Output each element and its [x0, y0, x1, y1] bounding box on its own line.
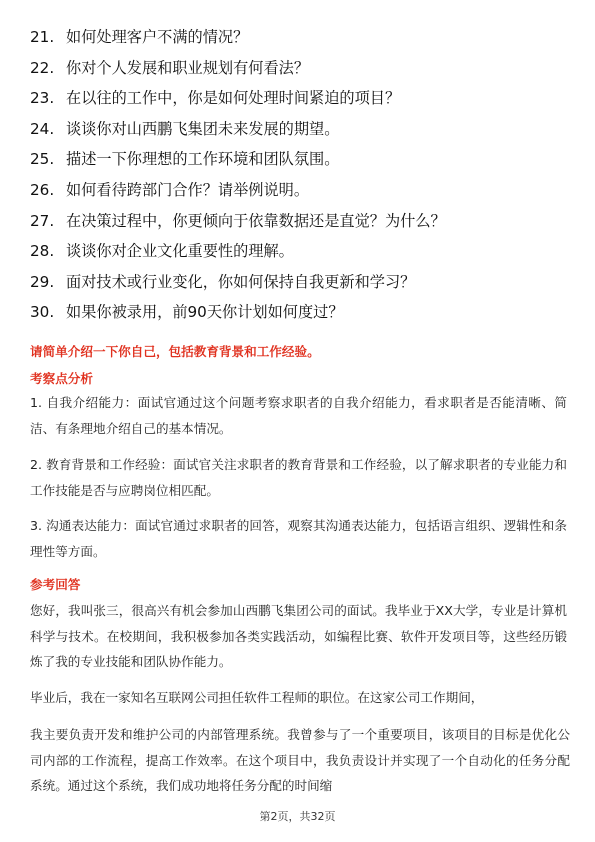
list-item — [30, 114, 570, 145]
question-text: 在以往的工作中，你是如何处理时间紧迫的项目？ — [66, 89, 401, 108]
list-item — [30, 236, 570, 267]
answer-paragraph: 毕业后，我在一家知名互联网公司担任软件工程师的职位。在这家公司工作期间， — [30, 690, 484, 705]
list-item — [30, 267, 570, 298]
question-number: 27. — [30, 211, 55, 230]
answer-heading: 参考回答 — [30, 577, 81, 592]
analysis-heading: 考察点分析 — [30, 371, 93, 386]
question-text: 如何看待跨部门合作？请举例说明。 — [66, 180, 309, 199]
list-item — [30, 53, 570, 84]
question-text: 面对技术或行业变化，你如何保持自我更新和学习？ — [66, 272, 416, 291]
question-text: 描述一下你理想的工作环境和团队氛围。 — [66, 150, 340, 169]
question-text: 如果你被录用，前90天你计划如何度过？ — [66, 303, 344, 322]
question-number: 25. — [30, 150, 55, 169]
question-number: 29. — [30, 272, 55, 291]
analysis-point: 1. 自我介绍能力：面试官通过这个问题考察求职者的自我介绍能力，看求职者是否能清晰、简洁、有条理地介绍自己的基本情况。 — [30, 395, 567, 436]
question-number: 26. — [30, 180, 55, 199]
list-item — [30, 144, 570, 175]
main-question-title: 请简单介绍一下你自己，包括教育背景和工作经验。 — [30, 344, 320, 359]
answer-paragraph: 我主要负责开发和维护公司的内部管理系统。我曾参与了一个重要项目，该项目的目标是优化公司内部的工作流程，提高工作效率。在这个项目中，我负责设计并实现了一个自动化的任务分配系统。通过这个系统，我们成功地将任务分配的时间缩 — [30, 727, 570, 793]
list-item — [30, 175, 570, 206]
question-list — [30, 22, 570, 328]
list-item — [30, 206, 570, 237]
question-text: 你对个人发展和职业规划有何看法？ — [66, 58, 309, 77]
list-item — [30, 297, 570, 328]
question-text: 谈谈你对山西鹏飞集团未来发展的期望。 — [66, 119, 340, 138]
question-text: 在决策过程中，你更倾向于依靠数据还是直觉？为什么？ — [66, 211, 446, 230]
question-number: 30. — [30, 303, 55, 322]
question-number: 24. — [30, 119, 55, 138]
answer-paragraph: 您好，我叫张三，很高兴有机会参加山西鹏飞集团公司的面试。我毕业于XX大学，专业是计算机科学与技术。在校期间，我积极参加各类实践活动，如编程比赛、软件开发项目等，这些经历锻炼了我的专业技能和团队协作能力。 — [30, 603, 567, 669]
question-number: 23. — [30, 89, 55, 108]
analysis-point: 2. 教育背景和工作经验：面试官关注求职者的教育背景和工作经验，以了解求职者的专业能力和工作技能是否与应聘岗位相匹配。 — [30, 457, 567, 498]
question-number: 22. — [30, 58, 55, 77]
question-number: 21. — [30, 28, 55, 46]
list-item — [30, 22, 570, 53]
question-number: 28. — [30, 242, 55, 261]
analysis-point: 3. 沟通表达能力：面试官通过求职者的回答，观察其沟通表达能力，包括语言组织、逻辑性和条理性等方面。 — [30, 518, 567, 559]
question-text: 谈谈你对企业文化重要性的理解。 — [66, 242, 294, 261]
page-number: 第2页，共32页 — [259, 810, 336, 823]
question-text: 如何处理客户不满的情况？ — [66, 28, 249, 46]
list-item — [30, 83, 570, 114]
